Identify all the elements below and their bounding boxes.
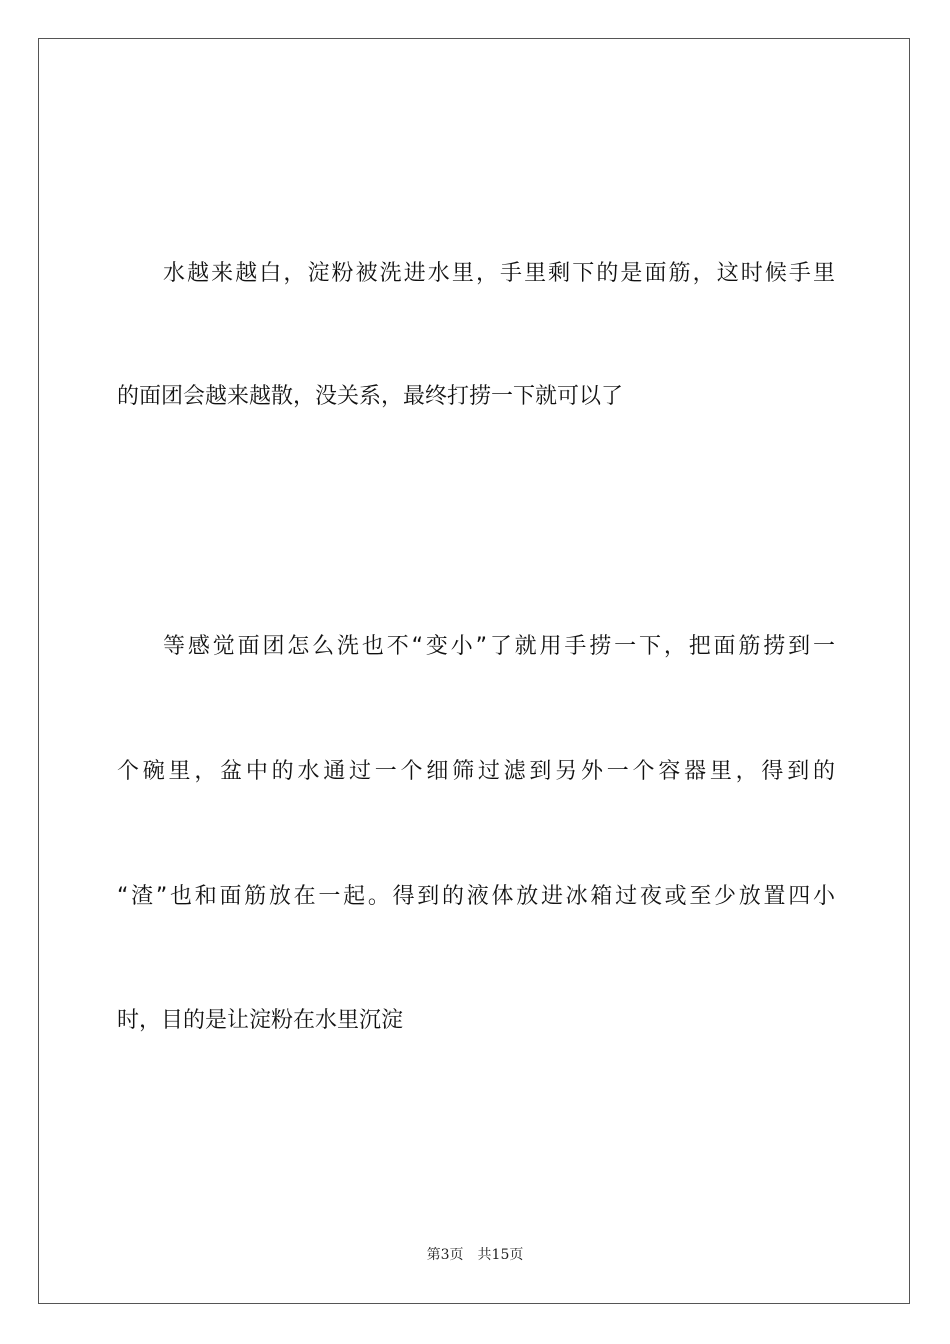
paragraph-2-line-4: 时，目的是让淀粉在水里沉淀 [117, 1008, 404, 1033]
page-number: 第3页 [426, 1247, 464, 1263]
page-footer [0, 1246, 950, 1264]
page-border [38, 38, 910, 1304]
paragraph-2-line-3: “渣”也和面筋放在一起。得到的液体放进冰箱过夜或至少放置四小 [117, 884, 835, 909]
paragraph-2-line-1: 等感觉面团怎么洗也不“变小”了就用手捞一下，把面筋捞到一 [163, 634, 835, 659]
paragraph-2-line-2: 个碗里，盆中的水通过一个细筛过滤到另外一个容器里，得到的 [117, 759, 835, 784]
paragraph-1-line-2: 的面团会越来越散，没关系，最终打捞一下就可以了 [117, 384, 624, 409]
paragraph-1-line-1: 水越来越白，淀粉被洗进水里，手里剩下的是面筋，这时候手里 [163, 261, 835, 286]
page-total: 共15页 [477, 1247, 524, 1263]
